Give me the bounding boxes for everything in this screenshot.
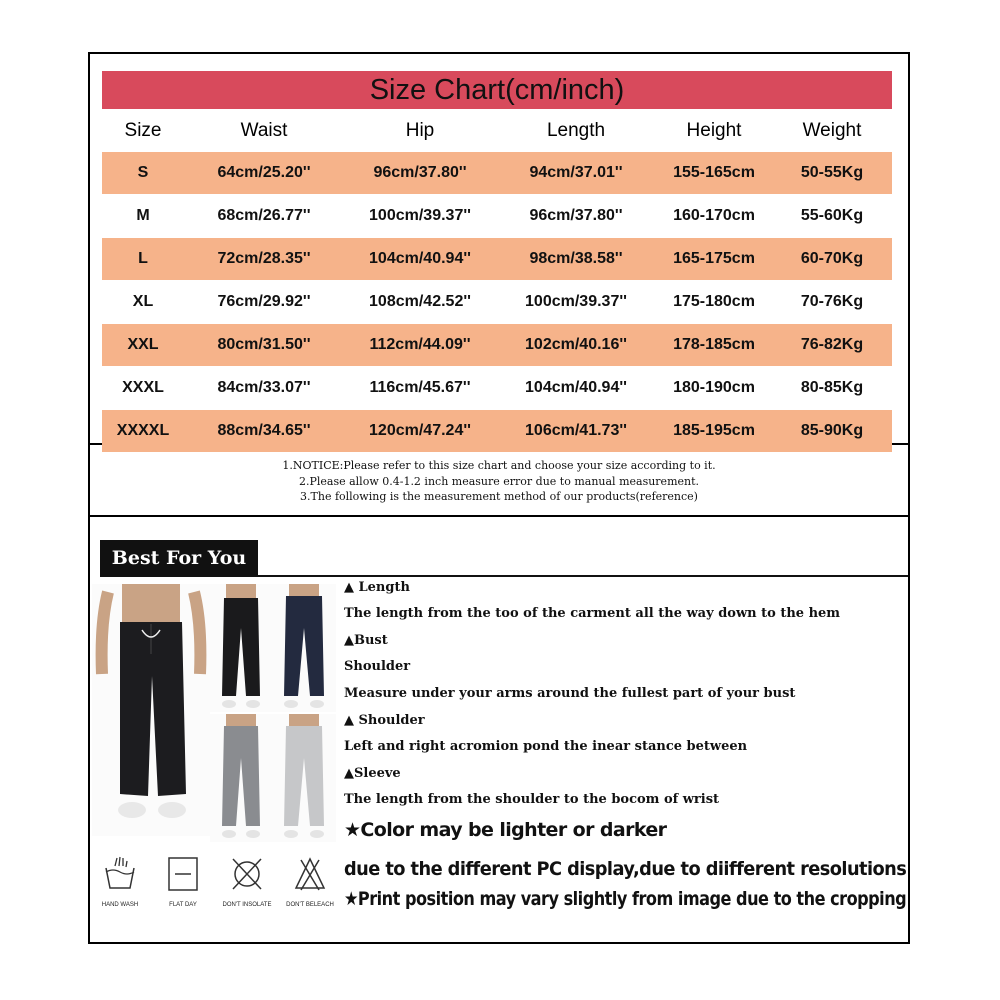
table-row [102, 195, 892, 238]
cell-hip: 116cm/45.67'' [344, 367, 496, 410]
cell-waist: 84cm/33.07'' [184, 367, 344, 410]
size-chart-table [102, 110, 892, 453]
cell-height: 180-190cm [656, 367, 772, 410]
cell-height: 160-170cm [656, 195, 772, 238]
cell-length: 100cm/39.37'' [496, 281, 656, 324]
cell-weight: 55-60Kg [772, 195, 892, 238]
table-header-row [102, 110, 892, 152]
table-row [102, 281, 892, 324]
do-not-bleach-icon [293, 856, 327, 892]
care-do-not-bleach [280, 856, 340, 908]
section-divider [88, 515, 910, 517]
product-photo-navy [272, 584, 336, 712]
care-label: FLAT DAY [169, 902, 197, 908]
header-length: Length [546, 120, 606, 141]
cell-waist: 72cm/28.35'' [184, 238, 344, 281]
size-chart-title: Size Chart(cm/inch) [102, 71, 892, 109]
cell-waist: 80cm/31.50'' [184, 324, 344, 367]
cell-size: XXL [102, 324, 184, 367]
cell-size: S [102, 152, 184, 195]
cell-hip: 120cm/47.24'' [344, 410, 496, 453]
product-photos [92, 584, 338, 844]
care-label: DON'T INSOLATE [222, 902, 272, 908]
care-label: DON'T BELEACH [286, 902, 334, 908]
cell-size: M [102, 195, 184, 238]
do-not-iron-icon [230, 856, 264, 892]
cell-hip: 100cm/39.37'' [344, 195, 496, 238]
cell-waist: 68cm/26.77'' [184, 195, 344, 238]
cell-height: 165-175cm [656, 238, 772, 281]
header-weight: Weight [802, 120, 862, 141]
flat-dry-icon [166, 856, 200, 892]
care-do-not-iron [217, 856, 277, 908]
cell-waist: 88cm/34.65'' [184, 410, 344, 453]
cell-size: XXXXL [102, 410, 184, 453]
cell-height: 175-180cm [656, 281, 772, 324]
table-row [102, 324, 892, 367]
cell-hip: 112cm/44.09'' [344, 324, 496, 367]
header-hip: Hip [405, 120, 435, 141]
cell-weight: 85-90Kg [772, 410, 892, 453]
care-flat-dry [153, 856, 213, 908]
color-note: ★Color may be lighter or darker [344, 819, 667, 841]
cell-size: XL [102, 281, 184, 324]
best-for-you-badge: Best For You [100, 540, 258, 576]
care-hand-wash [90, 856, 150, 908]
cell-hip: 104cm/40.94'' [344, 238, 496, 281]
badge-underline [100, 575, 908, 577]
shoulder-title: ▲ Shoulder [344, 713, 425, 728]
cell-size: L [102, 238, 184, 281]
length-description: The length from the too of the carment all the way down to the hem [344, 606, 841, 621]
notice-block [88, 458, 910, 505]
cell-length: 102cm/40.16'' [496, 324, 656, 367]
cell-hip: 96cm/37.80'' [344, 152, 496, 195]
table-row [102, 367, 892, 410]
product-photo-gray [210, 714, 272, 842]
header-height: Height [686, 120, 742, 141]
cell-weight: 50-55Kg [772, 152, 892, 195]
hand-wash-icon [103, 856, 137, 892]
bust-title: ▲Bust [344, 633, 388, 648]
bust-description: Measure under your arms around the fullest part of your bust [344, 686, 796, 701]
notice-line: 2.Please allow 0.4-1.2 inch measure error due to manual measurement. [298, 474, 700, 488]
sleeve-title: ▲Sleeve [344, 766, 401, 781]
cell-waist: 76cm/29.92'' [184, 281, 344, 324]
display-note: due to the different PC display,due to diifferent resolutions [344, 858, 907, 880]
cell-size: XXXL [102, 367, 184, 410]
header-size: Size [124, 120, 162, 141]
cell-height: 178-185cm [656, 324, 772, 367]
product-photo-black [210, 584, 272, 712]
bust-subtitle: Shoulder [344, 659, 411, 674]
cell-height: 155-165cm [656, 152, 772, 195]
product-photo-light-gray [272, 714, 336, 842]
notice-line: 1.NOTICE:Please refer to this size chart and choose your size according to it. [282, 459, 716, 472]
cell-weight: 70-76Kg [772, 281, 892, 324]
print-note: ★Print position may vary slightly from image due to the cropping [344, 888, 907, 910]
length-title: ▲ Length [344, 580, 410, 595]
cell-weight: 80-85Kg [772, 367, 892, 410]
product-photo-black-large [92, 584, 210, 836]
shoulder-description: Left and right acromion pond the inear stance between [344, 739, 748, 754]
cell-length: 104cm/40.94'' [496, 367, 656, 410]
cell-hip: 108cm/42.52'' [344, 281, 496, 324]
care-label: HAND WASH [101, 902, 139, 908]
cell-length: 94cm/37.01'' [496, 152, 656, 195]
table-row [102, 410, 892, 453]
cell-weight: 76-82Kg [772, 324, 892, 367]
cell-length: 96cm/37.80'' [496, 195, 656, 238]
header-waist: Waist [240, 120, 288, 141]
cell-weight: 60-70Kg [772, 238, 892, 281]
notice-line: 3.The following is the measurement method of our products(reference) [300, 490, 698, 503]
cell-length: 98cm/38.58'' [496, 238, 656, 281]
cell-length: 106cm/41.73'' [496, 410, 656, 453]
sleeve-description: The length from the shoulder to the bocom of wrist [344, 792, 720, 807]
table-row [102, 152, 892, 195]
cell-height: 185-195cm [656, 410, 772, 453]
cell-waist: 64cm/25.20'' [184, 152, 344, 195]
table-row [102, 238, 892, 281]
